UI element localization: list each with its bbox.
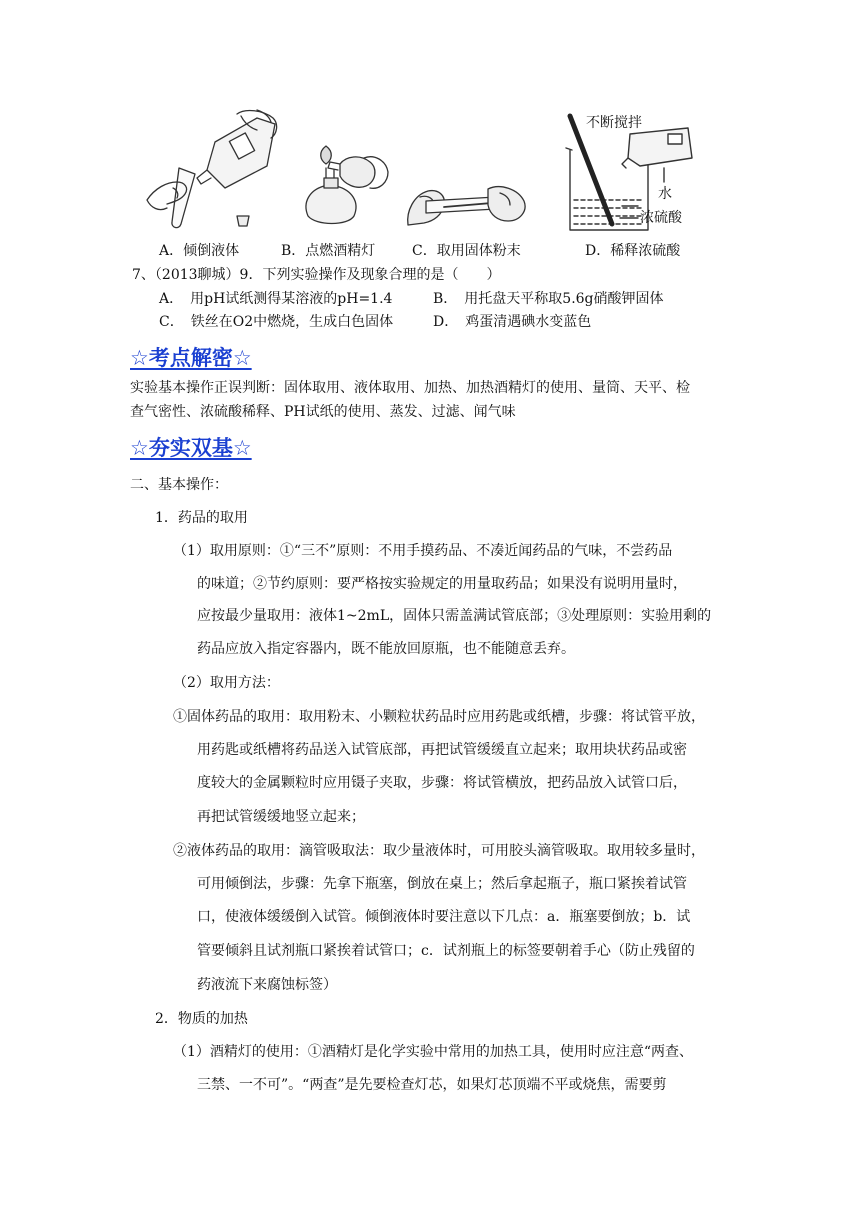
principle-line1: （1）取用原则：①“三不”原则：不用手摸药品、不凑近闻药品的气味，不尝药品 [173, 543, 673, 559]
item-2-heading: 2．物质的加热 [155, 1011, 248, 1027]
question-7-option-b: B． 用托盘天平称取5.6g硝酸钾固体 [433, 291, 664, 307]
section-heading-kaodian: ☆考点解密☆ [130, 346, 252, 370]
label-water: 水 [658, 186, 672, 202]
lamp-line1: （1）酒精灯的使用：①酒精灯是化学实验中常用的加热工具，使用时应注意“两查、 [173, 1044, 694, 1060]
liquid-line2: 可用倾倒法，步骤：先拿下瓶塞，倒放在桌上；然后拿起瓶子，瓶口紧挨着试管 [197, 876, 687, 892]
liquid-line5: 药液流下来腐蚀标签） [197, 977, 337, 993]
principle-line3: 应按最少量取用：液体1~2mL，固体只需盖满试管底部；③处理原则：实验用剩的 [197, 608, 712, 624]
liquid-line1: ②液体药品的取用：滴管吸取法：取少量液体时，可用胶头滴管吸取。取用较多量时， [173, 843, 705, 859]
question-7-stem: 7、（2013聊城）9．下列实验操作及现象合理的是（ ） [132, 267, 501, 283]
principle-line4: 药品应放入指定容器内，既不能放回原瓶，也不能随意丢弃。 [197, 641, 575, 657]
liquid-line3: 口，使液体缓缓倒入试管。倾倒液体时要注意以下几点：a．瓶塞要倒放；b．试 [197, 909, 691, 925]
question-7-option-a: A． 用pH试纸测得某溶液的pH=1.4 [159, 291, 393, 307]
label-stir: 不断搅拌 [586, 115, 642, 131]
liquid-line4: 管要倾斜且试剂瓶口紧挨着试管口；c．试剂瓶上的标签要朝着手心（防止残留的 [197, 943, 695, 959]
principle-line2: 的味道；②节约原则：要严格按实验规定的用量取药品；如果没有说明用量时， [197, 576, 687, 592]
label-acid: 浓硫酸 [640, 210, 682, 226]
method-heading: （2）取用方法： [173, 675, 280, 691]
lamp-line2: 三禁、一不可”。“两查”是先要检查灯芯，如果灯芯顶端不平或烧焦，需要剪 [197, 1077, 667, 1093]
solid-line3: 度较大的金属颗粒时应用镊子夹取，步骤：将试管横放，把药品放入试管口后， [197, 775, 687, 791]
question-7-option-d: D． 鸡蛋清遇碘水变蓝色 [433, 314, 592, 330]
figure-caption-d: D．稀释浓硫酸 [585, 243, 681, 259]
figure-solid-powder [404, 175, 532, 237]
item-1-heading: 1．药品的取用 [155, 510, 248, 526]
kaodian-body-line2: 查气密性、浓硫酸稀释、PH试纸的使用、蒸发、过滤、闻气味 [130, 404, 516, 420]
section-heading-hangshi: ☆夯实双基☆ [130, 436, 252, 460]
solid-line1: ①固体药品的取用：取用粉末、小颗粒状药品时应用药匙或纸槽，步骤：将试管平放， [173, 709, 705, 725]
basic-ops-heading: 二、基本操作： [130, 477, 228, 493]
figure-caption-b: B．点燃酒精灯 [281, 243, 376, 259]
figure-dilute-acid [556, 108, 714, 238]
solid-line4: 再把试管缓缓地竖立起来； [197, 809, 365, 825]
figure-pouring-liquid [145, 108, 285, 236]
figure-caption-a: A．倾倒液体 [159, 243, 240, 259]
figure-alcohol-lamp [296, 138, 392, 238]
question-7-option-c: C． 铁丝在O2中燃烧，生成白色固体 [159, 314, 394, 330]
solid-line2: 用药匙或纸槽将药品送入试管底部，再把试管缓缓直立起来；取用块状药品或密 [197, 742, 687, 758]
figure-caption-c: C．取用固体粉末 [412, 243, 521, 259]
kaodian-body-line1: 实验基本操作正误判断：固体取用、液体取用、加热、加热酒精灯的使用、量筒、天平、检 [130, 380, 690, 396]
